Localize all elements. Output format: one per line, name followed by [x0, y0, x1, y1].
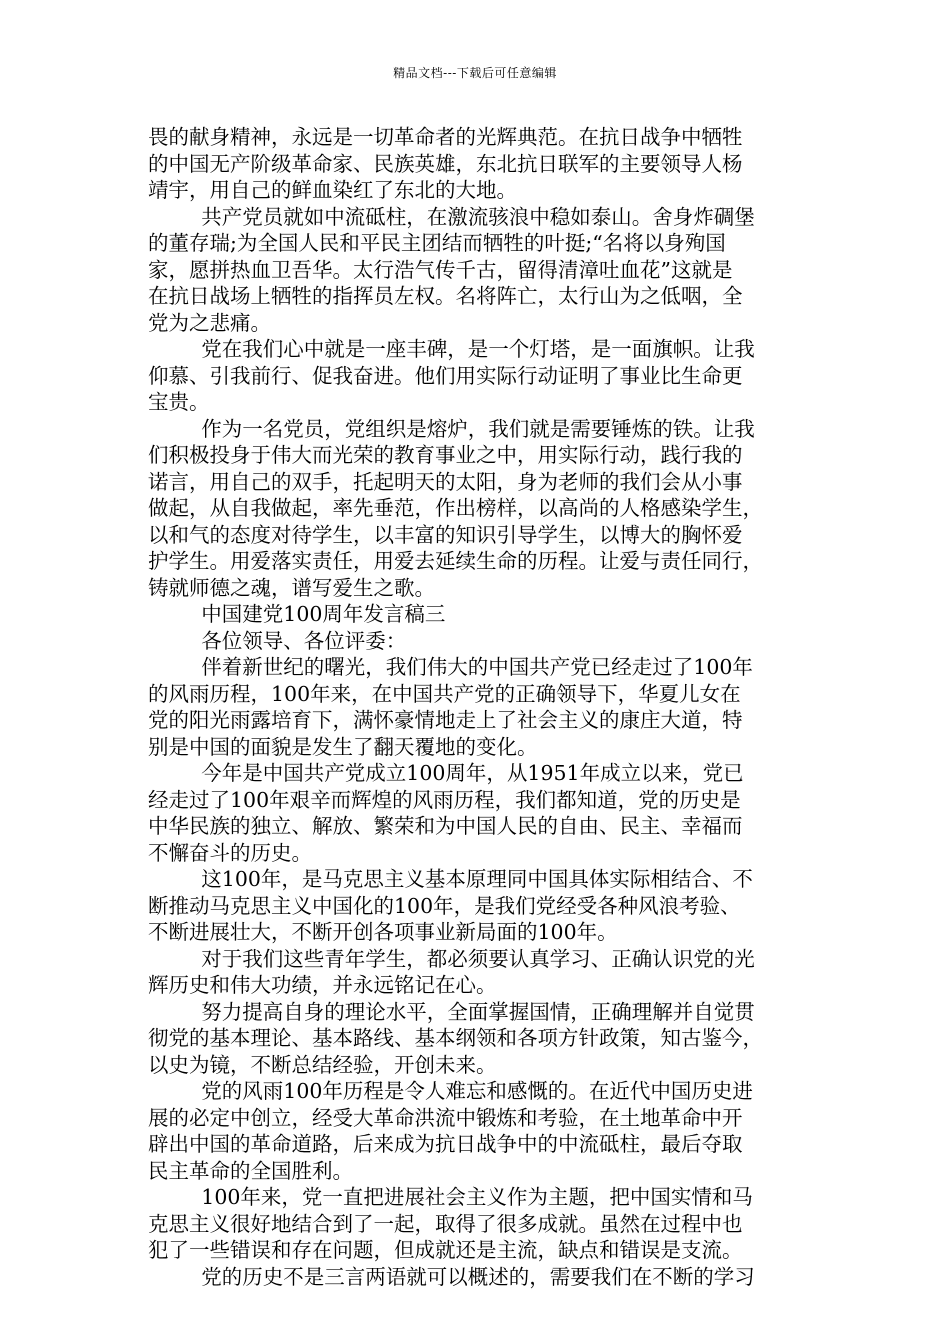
text-line: 断推动马克思主义中国化的100年，是我们党经受各种风浪考验、 [148, 893, 741, 918]
paragraph [148, 204, 808, 337]
text-line: 以和气的态度对待学生，以丰富的知识引导学生，以博大的胸怀爱 [148, 522, 743, 547]
text-line: 党为之悲痛。 [148, 310, 271, 335]
text-line: 在抗日战场上牺牲的指挥员左权。名将阵亡，太行山为之低咽，全 [148, 284, 743, 308]
paragraph [148, 946, 808, 999]
page-header: 精品文档---下载后可任意编辑 [393, 66, 557, 80]
paragraph [148, 1264, 808, 1291]
text-line: 100年来，党一直把进展社会主义作为主题，把中国实情和马 [201, 1185, 753, 1209]
text-line: 这100年，是马克思主义基本原理同中国具体实际相结合、不 [201, 867, 753, 891]
document-body [148, 124, 808, 1290]
paragraph [148, 628, 808, 655]
text-line: 克思主义很好地结合到了一起，取得了很多成就。虽然在过程中也 [148, 1211, 743, 1236]
paragraph [148, 1184, 808, 1264]
text-line: 宝贵。 [148, 390, 210, 414]
text-line: 不断进展壮大，不断开创各项事业新局面的100年。 [148, 920, 618, 944]
text-line: 各位领导、各位评委： [201, 628, 407, 653]
paragraph [148, 124, 808, 204]
text-line: 作为一名党员，党组织是熔炉，我们就是需要锤炼的铁。让我 [201, 416, 755, 441]
paragraph [148, 999, 808, 1079]
text-line: 努力提高自身的理论水平，全面掌握国情，正确理解并自觉贯 [201, 999, 755, 1024]
text-line: 别是中国的面貌是发生了翻天覆地的变化。 [148, 734, 538, 759]
text-line: 的风雨历程，100年来，在中国共产党的正确领导下，华夏儿女在 [148, 681, 741, 706]
text-line: 护学生。用爱落实责任，用爱去延续生命的历程。让爱与责任同行， [148, 549, 763, 573]
text-line: 畏的献身精神，永远是一切革命者的光辉典范。在抗日战争中牺牲 [148, 125, 743, 149]
text-line: 诺言，用自己的双手，托起明天的太阳，身为老师的我们会从小事 [148, 469, 743, 494]
text-line: 们积极投身于伟大而光荣的教育事业之中，用实际行动，践行我的 [148, 443, 743, 467]
text-line: 经走过了100年艰辛而辉煌的风雨历程，我们都知道，党的历史是 [148, 787, 741, 812]
text-line: 辟出中国的革命道路，后来成为抗日战争中的中流砥柱，最后夺取 [148, 1132, 743, 1156]
text-line: 的董存瑞;为全国人民和平民主团结而牺牲的叶挺;“名将以身殉国 [148, 231, 726, 255]
text-line: 做起，从自我做起，率先垂范，作出榜样，以高尚的人格感染学生， [148, 496, 763, 520]
text-line: 民主革命的全国胜利。 [148, 1158, 353, 1183]
text-line: 党的阳光雨露培育下，满怀豪情地走上了社会主义的康庄大道，特 [148, 708, 743, 732]
paragraph [148, 601, 808, 628]
text-line: 铸就师德之魂，谱写爱生之歌。 [148, 575, 435, 600]
text-line: 仰慕、引我前行、促我奋进。他们用实际行动证明了事业比生命更 [148, 363, 743, 388]
paragraph [148, 336, 808, 416]
text-line: 对于我们这些青年学生，都必须要认真学习、正确认识党的光 [201, 946, 755, 971]
text-line: 伴着新世纪的曙光，我们伟大的中国共产党已经走过了100年 [201, 655, 753, 679]
text-line: 靖宇，用自己的鲜血染红了东北的大地。 [148, 178, 517, 202]
text-line: 共产党员就如中流砥柱，在激流骇浪中稳如泰山。舍身炸碉堡 [201, 204, 755, 229]
text-line: 犯了一些错误和存在问题，但成就还是主流，缺点和错误是支流。 [148, 1238, 743, 1262]
text-line: 彻党的基本理论、基本路线、基本纲领和各项方针政策，知古鉴今， [148, 1026, 763, 1050]
paragraph [148, 654, 808, 760]
text-line: 党的风雨100年历程是令人难忘和感慨的。在近代中国历史进 [201, 1079, 753, 1103]
paragraph [148, 866, 808, 946]
paragraph [148, 416, 808, 602]
text-line: 中国建党100周年发言稿三 [201, 602, 446, 626]
text-line: 辉历史和伟大功绩，并永远铭记在心。 [148, 973, 497, 997]
text-line: 家，愿拼热血卫吾华。太行浩气传千古，留得清漳吐血花”这就是 [148, 257, 733, 282]
text-line: 展的必定中创立，经受大革命洪流中锻炼和考验，在土地革命中开 [148, 1105, 743, 1130]
text-line: 的中国无产阶级革命家、民族英雄，东北抗日联军的主要领导人杨 [148, 151, 743, 176]
text-line: 不懈奋斗的历史。 [148, 840, 312, 865]
paragraph [148, 760, 808, 866]
text-line: 党在我们心中就是一座丰碑，是一个灯塔，是一面旗帜。让我 [201, 337, 755, 361]
paragraph [148, 1078, 808, 1184]
text-line: 党的历史不是三言两语就可以概述的，需要我们在不断的学习 [201, 1264, 755, 1289]
text-line: 今年是中国共产党成立100周年，从1951年成立以来，党已 [201, 761, 744, 785]
text-line: 以史为镜，不断总结经验，开创未来。 [148, 1052, 497, 1077]
text-line: 中华民族的独立、解放、繁荣和为中国人民的自由、民主、幸福而 [148, 814, 743, 838]
